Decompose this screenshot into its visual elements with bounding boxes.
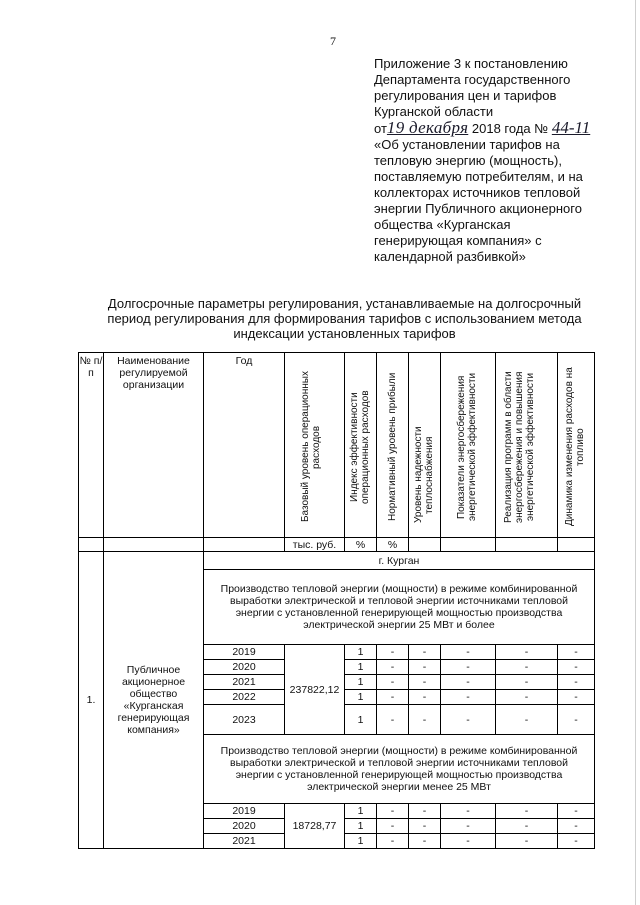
profit-cell: - <box>377 819 409 834</box>
header-programs: Реализация программ в области энергосбережения и повышения энергетической эффективности <box>496 353 558 538</box>
appendix-line: календарной разбивкой» <box>374 249 526 264</box>
year-text: 2018 года № <box>471 121 549 136</box>
header-org: Наименование регулируемой организации <box>104 353 204 538</box>
unit-efficiency: % <box>345 538 377 552</box>
index-cell: 1 <box>345 834 377 849</box>
appendix-line: Департамента государственного <box>374 72 571 87</box>
appendix-line: тепловую энергию (мощность), <box>374 153 562 168</box>
energy-cell: - <box>441 834 496 849</box>
profit-cell: - <box>377 834 409 849</box>
appendix-line: Приложение 3 к постановлению <box>374 56 568 71</box>
programs-cell: - <box>496 645 558 660</box>
page-number: 7 <box>330 34 336 48</box>
parameters-table <box>78 352 595 849</box>
reliability-cell: - <box>409 675 441 690</box>
organization-name: Публичное акционерное общество «Курганская генерирующая компания» <box>104 552 204 849</box>
header-num: № п/п <box>79 353 104 538</box>
programs-cell: - <box>496 705 558 735</box>
index-cell: 1 <box>345 675 377 690</box>
fuel-cell: - <box>558 705 595 735</box>
energy-cell: - <box>441 675 496 690</box>
energy-cell: - <box>441 705 496 735</box>
fuel-cell: - <box>558 690 595 705</box>
city-row <box>79 552 595 570</box>
unit-profit: % <box>377 538 409 552</box>
energy-cell: - <box>441 690 496 705</box>
reliability-cell: - <box>409 690 441 705</box>
reliability-cell: - <box>409 705 441 735</box>
appendix-line: генерирующая компания» с <box>374 233 542 248</box>
header-base-costs: Базовый уровень операционных расходов <box>285 353 345 538</box>
header-efficiency-index: Индекс эффективности операционных расходов <box>345 353 377 538</box>
year-cell: 2020 <box>204 819 285 834</box>
title-line: Долгосрочные параметры регулирования, устанавливаемые на долгосрочный <box>107 296 582 311</box>
header-row <box>79 353 595 538</box>
year-cell: 2020 <box>204 660 285 675</box>
programs-cell: - <box>496 819 558 834</box>
appendix-line: поставляемую потребителям, и на <box>374 169 583 184</box>
fuel-cell: - <box>558 804 595 819</box>
year-cell: 2019 <box>204 645 285 660</box>
fuel-cell: - <box>558 819 595 834</box>
profit-cell: - <box>377 705 409 735</box>
fuel-cell: - <box>558 834 595 849</box>
appendix-line: «Об установлении тарифов на <box>374 137 560 152</box>
index-cell: 1 <box>345 819 377 834</box>
base-costs-value: 237822,12 <box>285 645 345 735</box>
year-cell: 2021 <box>204 675 285 690</box>
index-cell: 1 <box>345 690 377 705</box>
reliability-cell: - <box>409 834 441 849</box>
fuel-cell: - <box>558 660 595 675</box>
energy-cell: - <box>441 660 496 675</box>
year-cell: 2023 <box>204 705 285 735</box>
index-cell: 1 <box>345 705 377 735</box>
index-cell: 1 <box>345 660 377 675</box>
appendix-line: коллекторах источников тепловой <box>374 185 581 200</box>
unit-base-costs: тыс. руб. <box>285 538 345 552</box>
handwritten-number: 44-11 <box>551 118 591 137</box>
programs-cell: - <box>496 834 558 849</box>
energy-cell: - <box>441 804 496 819</box>
city-name: г. Курган <box>204 552 595 570</box>
energy-cell: - <box>441 819 496 834</box>
programs-cell: - <box>496 660 558 675</box>
title-line: индексации установленных тарифов <box>233 326 456 341</box>
header-year: Год <box>204 353 285 538</box>
index-cell: 1 <box>345 645 377 660</box>
reliability-cell: - <box>409 660 441 675</box>
reliability-cell: - <box>409 804 441 819</box>
profit-cell: - <box>377 804 409 819</box>
year-cell: 2022 <box>204 690 285 705</box>
appendix-line: регулирования цен и тарифов <box>374 88 557 103</box>
fuel-cell: - <box>558 675 595 690</box>
units-row <box>79 538 595 552</box>
title-line: период регулирования для формирования тарифов с использованием метода <box>107 311 582 326</box>
profit-cell: - <box>377 645 409 660</box>
profit-cell: - <box>377 660 409 675</box>
appendix-line: энергии Публичного акционерного <box>374 201 582 216</box>
appendix-line: Курганской области <box>374 104 494 119</box>
index-cell: 1 <box>345 804 377 819</box>
profit-cell: - <box>377 690 409 705</box>
year-cell: 2019 <box>204 804 285 819</box>
energy-cell: - <box>441 645 496 660</box>
fuel-cell: - <box>558 645 595 660</box>
section-description: Производство тепловой энергии (мощности) в режиме комбинированной выработки электрической и тепловой энергии источниками тепловой энергии с установленной генерирующей мощностью производства электрической энергии 25 МВт и более <box>204 570 595 645</box>
row-number: 1. <box>79 552 104 849</box>
profit-cell: - <box>377 675 409 690</box>
base-costs-value: 18728,77 <box>285 804 345 849</box>
appendix-block <box>374 56 614 265</box>
programs-cell: - <box>496 690 558 705</box>
reliability-cell: - <box>409 645 441 660</box>
header-profit-level: Нормативный уровень прибыли <box>377 353 409 538</box>
section-description: Производство тепловой энергии (мощности) в режиме комбинированной выработки электрической и тепловой энергии источниками тепловой энергии с установленной генерирующей мощностью производства электрической энергии менее 25 МВт <box>204 735 595 804</box>
header-energy-saving: Показатели энергосбережения энергетической эффективности <box>441 353 496 538</box>
programs-cell: - <box>496 675 558 690</box>
header-reliability: Уровень надежности теплоснабжения <box>409 353 441 538</box>
appendix-date-line <box>374 120 614 137</box>
scan-edge <box>635 0 636 905</box>
date-prefix: от <box>374 121 387 136</box>
handwritten-date: 19 декабря <box>386 118 469 137</box>
appendix-line: общества «Курганская <box>374 217 511 232</box>
document-title <box>92 296 597 341</box>
programs-cell: - <box>496 804 558 819</box>
year-cell: 2021 <box>204 834 285 849</box>
header-fuel-dynamics: Динамика изменения расходов на топливо <box>558 353 595 538</box>
reliability-cell: - <box>409 819 441 834</box>
